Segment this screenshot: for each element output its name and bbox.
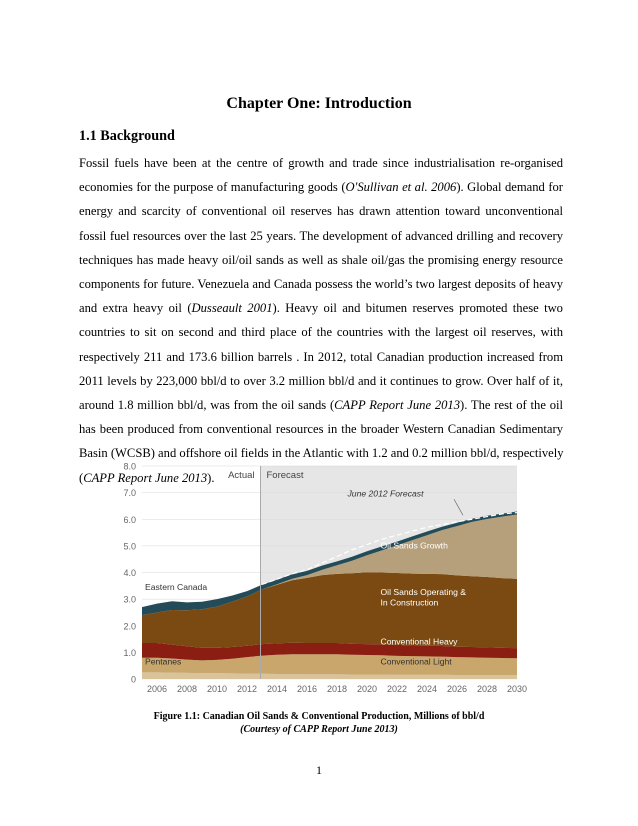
body-text-segment: techniques has made heavy oil/oil sands as well as shale oil/gas the promising energy resource [79,252,563,267]
body-text-segment: energy and scarcity of conventional oil reserves has drawn attention toward unconventional [79,204,563,219]
series-label-line: Conventional Light [380,656,452,667]
body-text-segment: ( [79,470,84,485]
forecast-label: Forecast [266,469,304,481]
body-text-segment: components for future. Venezuela and Canada possess the world’s two largest deposits of heavy [79,277,563,292]
x-tick-label: 2012 [236,684,258,694]
x-tick-label: 2008 [176,684,198,694]
body-text-segment: ). [207,470,215,485]
body-line [79,272,563,296]
series-label-line: Eastern Canada [145,581,208,592]
body-line [79,296,563,320]
y-tick-label: 3.0 [123,594,136,605]
body-text-segment: ). Heavy oil and bitumen reserves promoted these two [272,301,563,316]
y-tick-label: 4.0 [123,568,136,578]
citation: O'Sullivan et al. 2006 [345,180,457,195]
series-label-line: Pentanes [145,656,182,667]
body-text-segment: Fossil fuels have been at the centre of growth and trade since industrialisation re-organised [79,156,563,170]
series-label [381,541,449,551]
section-heading: 1.1 Background [79,128,175,144]
body-text-segment: has been produced from conventional resources in the broader Western Canadian Sedimentary [79,422,563,437]
body-line [79,199,563,223]
actual-label: Actual [228,469,255,481]
series-label [381,636,459,646]
series-label [145,656,181,666]
x-tick-label: 2010 [206,684,228,694]
x-tick-label: 2006 [146,684,168,694]
x-tick-label: 2022 [386,684,408,694]
x-tick-label: 2014 [266,684,288,694]
x-tick-label: 2016 [296,684,318,694]
y-tick-label: 1.0 [123,647,136,658]
body-paragraph [79,151,563,490]
series-label [145,582,207,592]
body-line [79,369,563,393]
body-line [79,248,563,272]
x-tick-label: 2030 [506,684,528,694]
production-chart-svg [112,458,532,698]
x-tick-label: 2018 [326,684,348,694]
citation: CAPP Report June 2013 [83,470,208,485]
figure-caption: Figure 1.1: Canadian Oil Sands & Conventional Production, Millions of bbl/d [153,711,485,722]
body-line [79,175,563,199]
chapter-title: Chapter One: Introduction [226,95,412,112]
body-text-segment: 2011 levels by 223,000 bbl/d to over 3.2 million bbl/d and it continues to grow. Over half of it, [79,373,563,388]
body-line [79,393,563,417]
body-line [79,417,563,441]
series-label [381,656,453,666]
y-tick-label: 6.0 [123,514,136,525]
production-chart [112,458,532,698]
series-label-line: Oil Sands Growth [380,540,448,551]
body-text-segment: ). The rest of the oil [460,398,564,413]
body-line [79,345,563,369]
body-text-segment: respectively 211 and 173.6 billion barrels . In 2012, total Canadian production increased from [79,349,563,364]
y-tick-label: 8.0 [123,461,136,472]
body-text-segment: and extra heavy oil ( [79,301,192,316]
body-line [79,224,563,248]
y-tick-label: 5.0 [123,541,136,552]
series-label-line: In Construction [380,597,439,608]
body-text-segment: ). Global demand for [456,180,564,195]
body-text-segment: countries to sit on second and third place of the countries with the largest oil reserves, with [79,325,563,340]
citation: Dusseault 2001 [191,301,273,316]
body-text-segment: Basin (WCSB) and offshore oil fields in the Atlantic with 1.2 and 0.2 million bbl/d, respectively [79,446,564,461]
figure-source: (Courtesy of CAPP Report June 2013) [240,724,398,735]
page-number: 1 [316,763,322,777]
forecast-line-label: June 2012 Forecast [347,488,424,499]
series-label-line: Oil Sands Operating & [380,587,467,598]
body-text-segment: fossil fuel resources over the last 25 years. The development of advanced drilling and recovery [79,228,563,243]
x-tick-label: 2024 [416,684,438,694]
body-line [79,320,563,344]
body-line [79,151,563,175]
x-tick-label: 2026 [446,684,468,694]
body-text-segment: around 1.8 million bbl/d, was from the oil sands ( [79,398,335,413]
y-tick-label: 7.0 [123,488,136,499]
y-tick-label: 0 [130,674,136,685]
citation: CAPP Report June 2013 [334,398,461,413]
series-label-line: Conventional Heavy [380,636,458,647]
y-tick-label: 2.0 [123,621,136,632]
x-tick-label: 2020 [356,684,378,694]
body-text-segment: economies for the purpose of manufacturing goods ( [79,180,346,195]
x-tick-label: 2028 [476,684,498,694]
